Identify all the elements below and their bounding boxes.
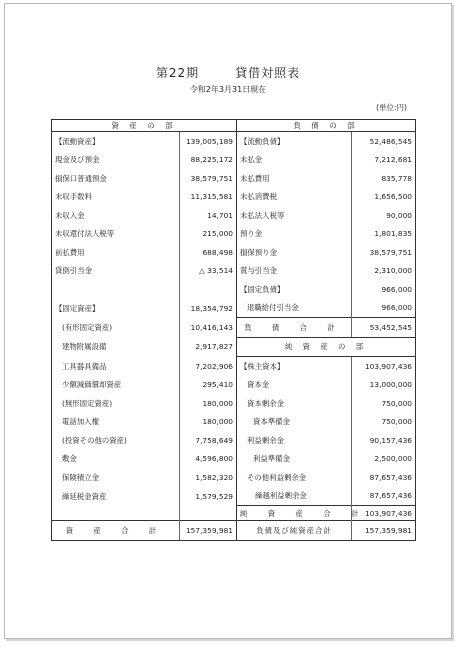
liability-label: 【固定負債】 xyxy=(240,284,285,294)
asset-value: 38,579,751 xyxy=(180,169,237,188)
asset-label: 現金及び預金 xyxy=(52,151,180,170)
totals-row xyxy=(52,521,416,541)
net-asset-value: 90,157,436 xyxy=(352,431,416,450)
net-asset-label: 利益準備金 xyxy=(253,454,290,464)
asset-value: 180,000 xyxy=(180,413,237,432)
asset-label: (投資その他の資産) xyxy=(52,431,180,450)
asset-label: 繰延税金資産 xyxy=(52,487,180,506)
liability-value: 1,656,500 xyxy=(352,188,416,207)
asset-value: △ 33,514 xyxy=(180,262,237,281)
asset-label: 工具器具備品 xyxy=(52,357,180,376)
table-row xyxy=(52,280,416,299)
table-row xyxy=(52,299,416,318)
table-row xyxy=(52,357,416,376)
liability-value: 966,000 xyxy=(352,299,416,318)
asset-value: 10,416,143 xyxy=(180,318,237,338)
asset-value: 18,354,792 xyxy=(180,299,237,318)
asset-label: 未収手数料 xyxy=(52,188,180,207)
document-title xyxy=(5,64,451,81)
grand-total-value: 157,359,981 xyxy=(352,521,416,541)
asset-value: 688,498 xyxy=(180,243,237,262)
asset-label: 前払費用 xyxy=(52,243,180,262)
net-asset-label: 資本金 xyxy=(247,380,270,390)
asset-value xyxy=(180,280,237,299)
net-asset-label: 資本剰余金 xyxy=(247,398,284,408)
asset-value: 7,758,649 xyxy=(180,431,237,450)
table-row xyxy=(52,487,416,506)
asset-value: 139,005,189 xyxy=(180,132,237,151)
asset-label: 敷金 xyxy=(52,450,180,469)
liability-value: 38,579,751 xyxy=(352,243,416,262)
liability-value: 835,778 xyxy=(352,169,416,188)
asset-label: (有形固定資産) xyxy=(52,318,180,338)
table-row xyxy=(52,468,416,487)
net-asset-value: 87,657,436 xyxy=(352,468,416,487)
unit-label: (単位:円) xyxy=(376,103,407,112)
net-asset-label: 利益剰余金 xyxy=(247,435,284,445)
asset-value: 14,701 xyxy=(180,206,237,225)
net-asset-value: 750,000 xyxy=(352,394,416,413)
table-row xyxy=(52,262,416,281)
liabilities-section-header: 負 債 の 部 xyxy=(237,120,416,132)
asset-value: 1,579,529 xyxy=(180,487,237,506)
asset-value: 180,000 xyxy=(180,394,237,413)
liability-value: 966,000 xyxy=(352,280,416,299)
asset-label: 電話加入権 xyxy=(52,413,180,432)
assets-total-value: 157,359,981 xyxy=(180,521,237,541)
as-of-date: 令和2年3月31日現在 xyxy=(189,85,267,94)
asset-value: 1,582,320 xyxy=(180,468,237,487)
asset-value: 88,225,172 xyxy=(180,151,237,170)
statement-title: 貸借対照表 xyxy=(235,66,301,80)
net-assets-section-header: 純 資 産 の 部 xyxy=(237,337,416,357)
liabilities-total-label: 負 債 合 計 xyxy=(237,318,352,338)
table-row xyxy=(52,450,416,469)
assets-total-label: 資 産 合 計 xyxy=(52,521,180,541)
liability-label: 預り金 xyxy=(240,229,263,239)
net-asset-value: 87,657,436 xyxy=(352,487,416,506)
period-label: 第22期 xyxy=(155,66,200,80)
liability-label: 損保預り金 xyxy=(240,247,277,257)
liability-label: 未払費用 xyxy=(240,173,270,183)
table-row xyxy=(52,132,416,151)
liability-label: 退職給付引当金 xyxy=(247,303,299,313)
asset-label: 建物附属設備 xyxy=(52,337,180,357)
liability-label: 未払法人税等 xyxy=(240,210,285,220)
liability-label: 未払金 xyxy=(240,155,263,165)
liability-value: 1,801,835 xyxy=(352,225,416,244)
liability-label: 賞与引当金 xyxy=(240,266,277,276)
asset-value: 4,596,800 xyxy=(180,450,237,469)
asset-label xyxy=(52,280,180,299)
asset-value: 215,000 xyxy=(180,225,237,244)
table-row xyxy=(52,188,416,207)
net-assets-total-label: 純 資 産 合 計 xyxy=(237,506,352,521)
liability-label: 未払消費税 xyxy=(240,192,277,202)
net-asset-label: 資本準備金 xyxy=(253,417,290,427)
table-row xyxy=(52,169,416,188)
assets-section-header: 資 産 の 部 xyxy=(52,120,237,132)
table-row xyxy=(52,376,416,395)
asset-label: 未収入金 xyxy=(52,206,180,225)
liabilities-total-value: 53,452,545 xyxy=(352,318,416,338)
grand-total-label: 負債及び純資産合計 xyxy=(237,521,352,541)
asset-label: 損保口普通預金 xyxy=(52,169,180,188)
table-row xyxy=(52,431,416,450)
asset-value: 7,202,906 xyxy=(180,357,237,376)
table-row xyxy=(52,337,416,357)
table-row xyxy=(52,506,416,521)
table-row xyxy=(52,225,416,244)
asset-label: 未収還付法人税等 xyxy=(52,225,180,244)
table-row xyxy=(52,394,416,413)
net-asset-label: 繰越利益剰余金 xyxy=(255,491,307,501)
asset-label: (無形固定資産) xyxy=(52,394,180,413)
liability-value: 90,000 xyxy=(352,206,416,225)
asset-label: 貸倒引当金 xyxy=(52,262,180,281)
liability-value: 2,310,000 xyxy=(352,262,416,281)
asset-value: 11,315,581 xyxy=(180,188,237,207)
net-asset-value: 13,000,000 xyxy=(352,376,416,395)
liability-label: 【流動負債】 xyxy=(240,136,285,146)
asset-label: 少額減価償却資産 xyxy=(52,376,180,395)
asset-label: 【固定資産】 xyxy=(52,299,180,318)
net-asset-value: 750,000 xyxy=(352,413,416,432)
net-asset-label: 【株主資本】 xyxy=(240,361,285,371)
liability-value: 52,486,545 xyxy=(352,132,416,151)
net-assets-total-value: 103,907,436 xyxy=(352,506,416,521)
asset-label: 【流動資産】 xyxy=(52,132,180,151)
net-asset-label: その他利益剰余金 xyxy=(247,472,307,482)
table-row xyxy=(52,206,416,225)
balance-sheet-table xyxy=(51,119,416,541)
table-row xyxy=(52,151,416,170)
asset-value: 295,410 xyxy=(180,376,237,395)
asset-label: 保険積立金 xyxy=(52,468,180,487)
net-asset-value: 103,907,436 xyxy=(352,357,416,376)
table-row xyxy=(52,243,416,262)
asset-value: 2,917,827 xyxy=(180,337,237,357)
liability-value: 7,212,681 xyxy=(352,151,416,170)
document-page xyxy=(4,3,452,639)
net-asset-value: 2,500,000 xyxy=(352,450,416,469)
table-row xyxy=(52,413,416,432)
table-row xyxy=(52,318,416,338)
